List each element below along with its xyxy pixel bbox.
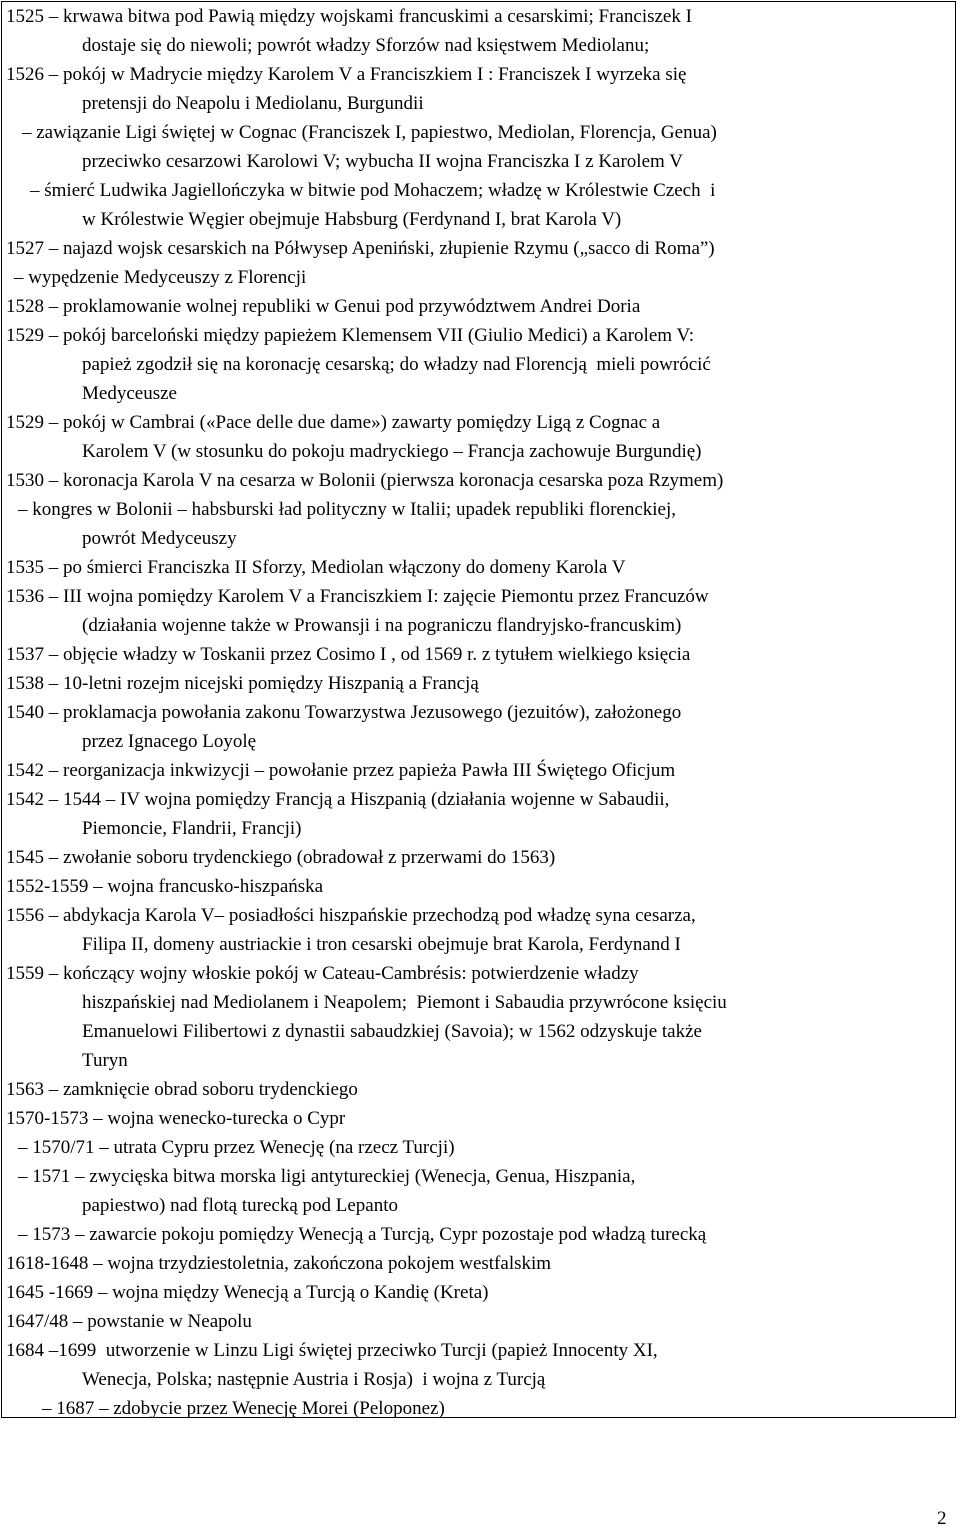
chronology-line: 1563 – zamknięcie obrad soboru trydenckiego (6, 1079, 358, 1100)
chronology-line: 1552-1559 – wojna francusko-hiszpańska (6, 876, 324, 897)
chronology-line: Piemoncie, Flandrii, Francji) (82, 818, 302, 839)
chronology-line: Wenecja, Polska; następnie Austria i Rosja) i wojna z Turcją (82, 1369, 546, 1390)
chronology-line: 1529 – pokój barceloński między papieżem Klemensem VII (Giulio Medici) a Karolem V: (6, 325, 695, 346)
chronology-line: – 1570/71 – utrata Cypru przez Wenecję (na rzecz Turcji) (18, 1137, 455, 1158)
chronology-line: – zawiązanie Ligi świętej w Cognac (Franciszek I, papiestwo, Mediolan, Florencja, Genua) (22, 122, 717, 143)
chronology-line: – wypędzenie Medyceuszy z Florencji (14, 267, 307, 288)
chronology-line: Turyn (82, 1050, 128, 1071)
chronology-line: 1537 – objęcie władzy w Toskanii przez Cosimo I , od 1569 r. z tytułem wielkiego księcia (6, 644, 691, 665)
chronology-line: 1684 –1699 utworzenie w Linzu Ligi świętej przeciwko Turcji (papież Innocenty XI, (6, 1340, 658, 1361)
chronology-line: – 1687 – zdobycie przez Wenecję Morei (Peloponez) (42, 1398, 445, 1419)
chronology-line: Emanuelowi Filibertowi z dynastii sabaudzkiej (Savoia); w 1562 odzyskuje także (82, 1021, 702, 1042)
chronology-line: 1618-1648 – wojna trzydziestoletnia, zakończona pokojem westfalskim (6, 1253, 552, 1274)
chronology-line: 1525 – krwawa bitwa pod Pawią między wojskami francuskimi a cesarskimi; Franciszek I (6, 6, 692, 27)
chronology-line: 1538 – 10-letni rozejm nicejski pomiędzy Hiszpanią a Francją (6, 673, 479, 694)
chronology-line: 1540 – proklamacja powołania zakonu Towarzystwa Jezusowego (jezuitów), założonego (6, 702, 682, 723)
chronology-line: – 1573 – zawarcie pokoju pomiędzy Wenecją a Turcją, Cypr pozostaje pod władzą turecką (18, 1224, 707, 1245)
chronology-line: 1542 – 1544 – IV wojna pomiędzy Francją a Hiszpanią (działania wojenne w Sabaudii, (6, 789, 670, 810)
chronology-line: w Królestwie Węgier obejmuje Habsburg (Ferdynand I, brat Karola V) (82, 209, 622, 230)
chronology-line: przez Ignacego Loyolę (82, 731, 257, 752)
chronology-line: – śmierć Ludwika Jagiellończyka w bitwie pod Mohaczem; władzę w Królestwie Czech i (30, 180, 716, 201)
chronology-line: papiestwo) nad flotą turecką pod Lepanto (82, 1195, 399, 1216)
chronology-line: 1529 – pokój w Cambrai («Pace delle due dame») zawarty pomiędzy Ligą z Cognac a (6, 412, 661, 433)
chronology-line: Filipa II, domeny austriackie i tron cesarski obejmuje brat Karola, Ferdynand I (82, 934, 681, 955)
chronology-line: 1526 – pokój w Madrycie między Karolem V a Franciszkiem I : Franciszek I wyrzeka się (6, 64, 687, 85)
chronology-box (1, 1, 956, 1418)
chronology-line: Karolem V (w stosunku do pokoju madryckiego – Francja zachowuje Burgundię) (82, 441, 702, 462)
chronology-line: 1556 – abdykacja Karola V– posiadłości hiszpańskie przechodzą pod władzę syna cesarza, (6, 905, 696, 926)
chronology-line: 1645 -1669 – wojna między Wenecją a Turcją o Kandię (Kreta) (6, 1282, 489, 1303)
chronology-line: dostaje się do niewoli; powrót władzy Sforzów nad księstwem Mediolanu; (82, 35, 650, 56)
chronology-line: 1528 – proklamowanie wolnej republiki w Genui pod przywództwem Andrei Doria (6, 296, 641, 317)
chronology-line: 1559 – kończący wojny włoskie pokój w Cateau-Cambrésis: potwierdzenie władzy (6, 963, 639, 984)
chronology-line: papież zgodził się na koronację cesarską; do władzy nad Florencją mieli powrócić (82, 354, 711, 375)
page-number: 2 (937, 1508, 947, 1529)
chronology-line: pretensji do Neapolu i Mediolanu, Burgundii (82, 93, 424, 114)
chronology-line: 1542 – reorganizacja inkwizycji – powołanie przez papieża Pawła III Świętego Oficjum (6, 760, 676, 781)
chronology-line: 1545 – zwołanie soboru trydenckiego (obradował z przerwami do 1563) (6, 847, 556, 868)
chronology-line: 1530 – koronacja Karola V na cesarza w Bolonii (pierwsza koronacja cesarska poza Rzymem) (6, 470, 724, 491)
chronology-line: 1535 – po śmierci Franciszka II Sforzy, Mediolan włączony do domeny Karola V (6, 557, 626, 578)
chronology-line: 1527 – najazd wojsk cesarskich na Półwysep Apeniński, złupienie Rzymu („sacco di Roma”) (6, 238, 715, 259)
chronology-line: Medyceusze (82, 383, 177, 404)
chronology-line: (działania wojenne także w Prowansji i na pograniczu flandryjsko-francuskim) (82, 615, 682, 636)
chronology-line: przeciwko cesarzowi Karolowi V; wybucha II wojna Franciszka I z Karolem V (82, 151, 683, 172)
chronology-line: 1647/48 – powstanie w Neapolu (6, 1311, 252, 1332)
chronology-line: – 1571 – zwycięska bitwa morska ligi antytureckiej (Wenecja, Genua, Hiszpania, (18, 1166, 636, 1187)
chronology-line: 1536 – III wojna pomiędzy Karolem V a Franciszkiem I: zajęcie Piemontu przez Francuzów (6, 586, 709, 607)
chronology-line: powrót Medyceuszy (82, 528, 237, 549)
chronology-line: 1570-1573 – wojna wenecko-turecka o Cypr (6, 1108, 346, 1129)
chronology-line: – kongres w Bolonii – habsburski ład polityczny w Italii; upadek republiki florenckiej, (18, 499, 677, 520)
chronology-line: hiszpańskiej nad Mediolanem i Neapolem; Piemont i Sabaudia przywrócone księciu (82, 992, 727, 1013)
